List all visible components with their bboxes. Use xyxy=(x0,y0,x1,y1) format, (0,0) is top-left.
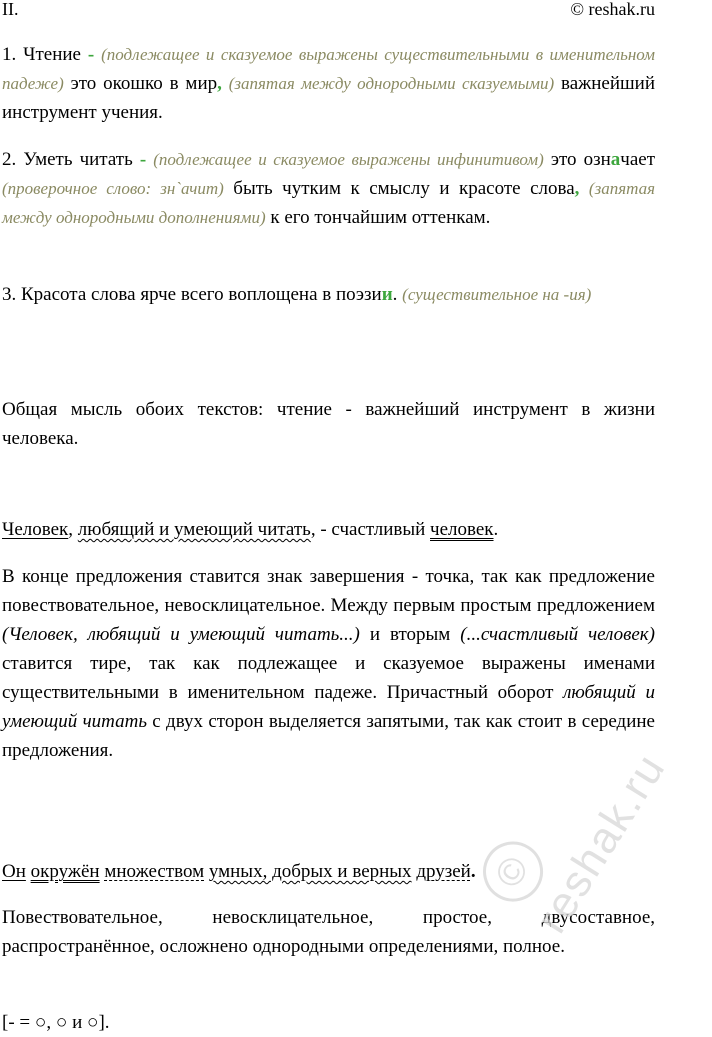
inserted-letter: и xyxy=(381,284,393,305)
explanation-text: ставится тире, так как подлежащее и сказуемое выражены именами существительными в именительном падеже. Причастный оборот xyxy=(2,653,655,703)
punctuation-mark: , xyxy=(574,178,580,199)
predicate-word: окружён xyxy=(30,861,100,882)
item-3 xyxy=(2,280,655,309)
site-copyright: © reshak.ru xyxy=(570,0,655,19)
punctuation-mark: . xyxy=(470,861,476,882)
item-text: чает xyxy=(620,149,655,170)
item-number: 3. xyxy=(2,284,17,305)
punctuation-mark: - xyxy=(87,44,95,65)
item-text: важнейший инструмент учения. xyxy=(2,73,656,123)
item-number: 1. xyxy=(2,44,17,65)
hint-note: (существительное на -ия) xyxy=(402,285,592,304)
copyright-icon: © xyxy=(472,830,555,913)
item-text: Чтение xyxy=(23,44,81,65)
item-text: к его тончайшим оттенкам. xyxy=(270,207,491,228)
hint-note: (подлежащее и сказуемое выражены существительными в именительном падеже) xyxy=(2,45,655,93)
item-2 xyxy=(2,145,655,232)
sentence-2 xyxy=(2,857,655,886)
page-header xyxy=(2,0,655,22)
hint-note: (подлежащее и сказуемое выражены инфинитивом) xyxy=(153,150,544,169)
quoted-fragment: (...счастливый человек) xyxy=(460,624,656,645)
explanation-text: и вторым xyxy=(369,624,451,645)
subject-word: Он xyxy=(2,861,26,882)
punctuation-mark: - xyxy=(139,149,147,170)
subject-word: Человек xyxy=(2,519,69,540)
explanation-paragraph xyxy=(2,562,655,765)
sentence-1 xyxy=(2,515,655,544)
object-word: множеством xyxy=(104,861,205,882)
summary-text: Общая мысль обоих текстов: чтение - важнейший инструмент в жизни человека. xyxy=(2,399,655,449)
sentence-text: , - счастливый xyxy=(310,519,426,540)
item-text: быть чутким к смыслу и красоте слова xyxy=(233,178,575,199)
item-text: Уметь читать xyxy=(23,149,133,170)
hint-note: (запятая между однородными сказуемыми) xyxy=(228,74,555,93)
item-text: . xyxy=(392,284,398,305)
quoted-fragment: любящий и умеющий читать xyxy=(2,682,655,732)
punctuation-mark: , xyxy=(217,73,222,94)
item-1 xyxy=(2,40,655,127)
object-word: друзей xyxy=(416,861,471,882)
item-number: 2. xyxy=(2,149,17,170)
quoted-fragment: (Человек, любящий и умеющий читать...) xyxy=(2,624,360,645)
item-text: это озн xyxy=(550,149,611,170)
sentence-analysis: Повествовательное, невосклицательное, простое, двусоставное, распространённое, осложнено однородными определениями, полное. xyxy=(2,907,655,957)
punctuation-mark: . xyxy=(493,519,499,540)
participial-phrase: любящий и умеющий читать xyxy=(77,519,311,540)
item-text: это окошко в мир xyxy=(70,73,218,94)
item-text: Красота слова ярче всего воплощена в поэзи xyxy=(21,284,382,305)
hint-note: (запятая между однородными дополнениями) xyxy=(2,179,655,227)
hint-note: (проверочное слово: зн`ачит) xyxy=(2,179,224,198)
inserted-letter: а xyxy=(610,149,621,170)
sentence-scheme: [- = ○, ○ и ○]. xyxy=(2,1012,110,1033)
section-number: II. xyxy=(2,0,19,19)
predicate-word: человек xyxy=(430,519,494,540)
watermark-text: reshak.ru xyxy=(527,744,676,942)
explanation-text: с двух сторон выделяется запятыми, так как стоит в середине предложения. xyxy=(2,711,655,761)
explanation-text: В конце предложения ставится знак завершения - точка, так как предложение повествовательное, невосклицательное. Между первым простым предложением xyxy=(2,566,655,616)
punctuation-mark: , xyxy=(68,519,74,540)
attributes: умных, добрых и верных xyxy=(208,861,412,882)
